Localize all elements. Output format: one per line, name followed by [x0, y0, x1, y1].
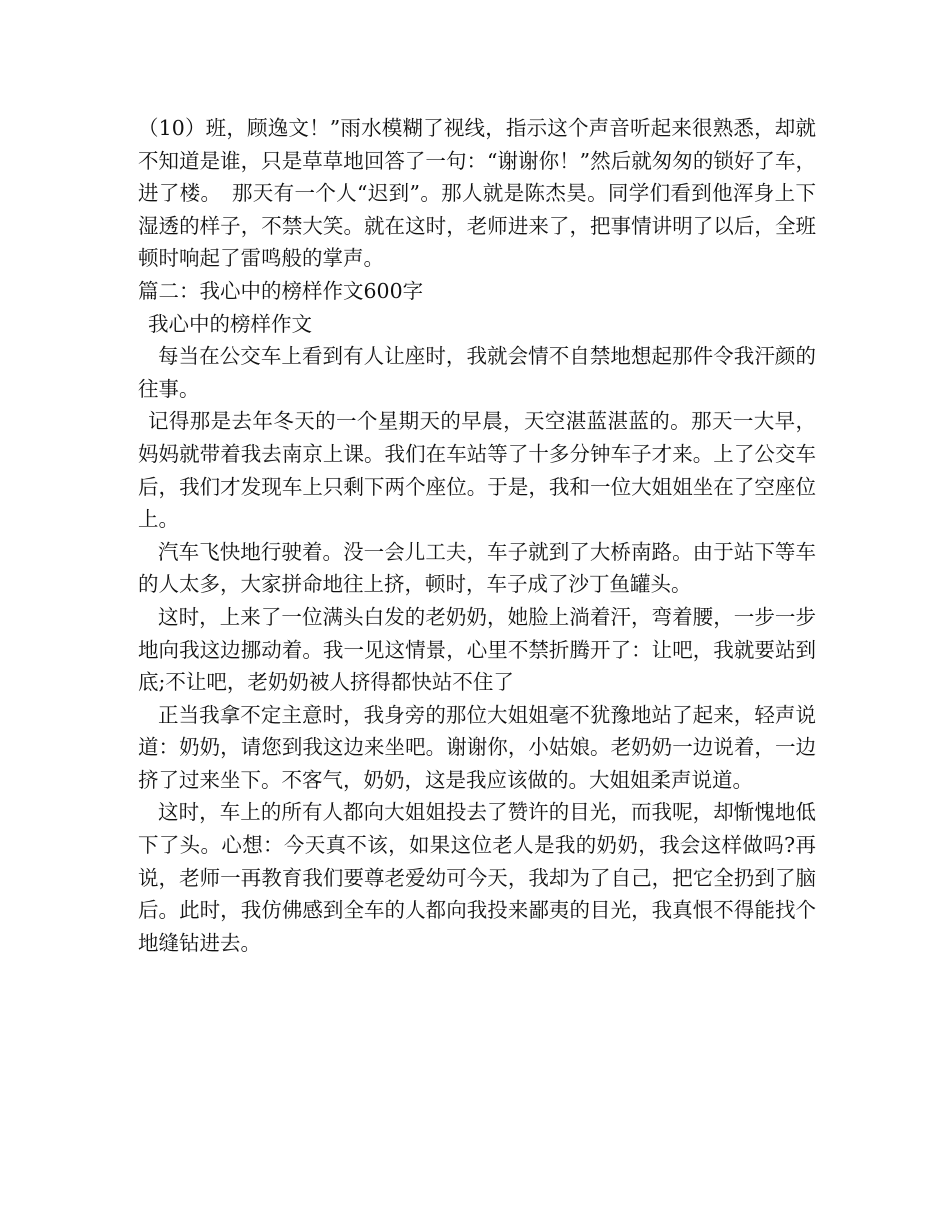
paragraph: 这时，车上的所有人都向大姐姐投去了赞许的目光，而我呢，却惭愧地低下了头。心想：今天真不该，如果这位老人是我的奶奶，我会这样做吗?再说，老师一再教育我们要尊老爱幼可今天，我却为了自己，把它全扔到了脑后。此时，我仿佛感到全车的人都向我投来鄙夷的目光，我真恨不得能找个地缝钻进去。	[138, 800, 816, 955]
paragraph: 记得那是去年冬天的一个星期天的早晨，天空湛蓝湛蓝的。那天一大早，妈妈就带着我去南京上课。我们在车站等了十多分钟车子才来。上了公交车后，我们才发现车上只剩下两个座位。于是，我和一位大姐姐坐在了空座位上。	[138, 409, 816, 532]
paragraph: 汽车飞快地行驶着。没一会儿工夫，车子就到了大桥南路。由于站下等车的人太多，大家拼命地往上挤，顿时，车子成了沙丁鱼罐头。	[138, 539, 816, 597]
section-heading: 篇二：我心中的榜样作文600字	[138, 278, 424, 303]
paragraph: 这时，上来了一位满头白发的老奶奶，她脸上淌着汗，弯着腰，一步一步地向我这边挪动着。我一见这情景，心里不禁折腾开了：让吧，我就要站到底;不让吧，老奶奶被人挤得都快站不住了	[138, 604, 816, 695]
essay-title: 我心中的榜样作文	[148, 311, 312, 336]
paragraph-story-ending: （10）班，顾逸文！”雨水模糊了视线，指示这个声音听起来很熟悉，却就不知道是谁，只是草草地回答了一句：“谢谢你！”然后就匆匆的锁好了车，进了楼。 那天有一个人“迟到”。那人就是陈杰昊。同学们看到他浑身上下湿透的样子，不禁大笑。就在这时，老师进来了，把事情讲明了以后，全班顿时响起了雷鸣般的掌声。	[138, 116, 816, 271]
paragraph: 每当在公交车上看到有人让座时，我就会情不自禁地想起那件令我汗颜的往事。	[138, 344, 816, 401]
document-page	[138, 112, 816, 959]
paragraph: 正当我拿不定主意时，我身旁的那位大姐姐毫不犹豫地站了起来，轻声说道：奶奶，请您到我这边来坐吧。谢谢你，小姑娘。老奶奶一边说着，一边挤了过来坐下。不客气，奶奶，这是我应该做的。大姐姐柔声说道。	[138, 702, 816, 792]
